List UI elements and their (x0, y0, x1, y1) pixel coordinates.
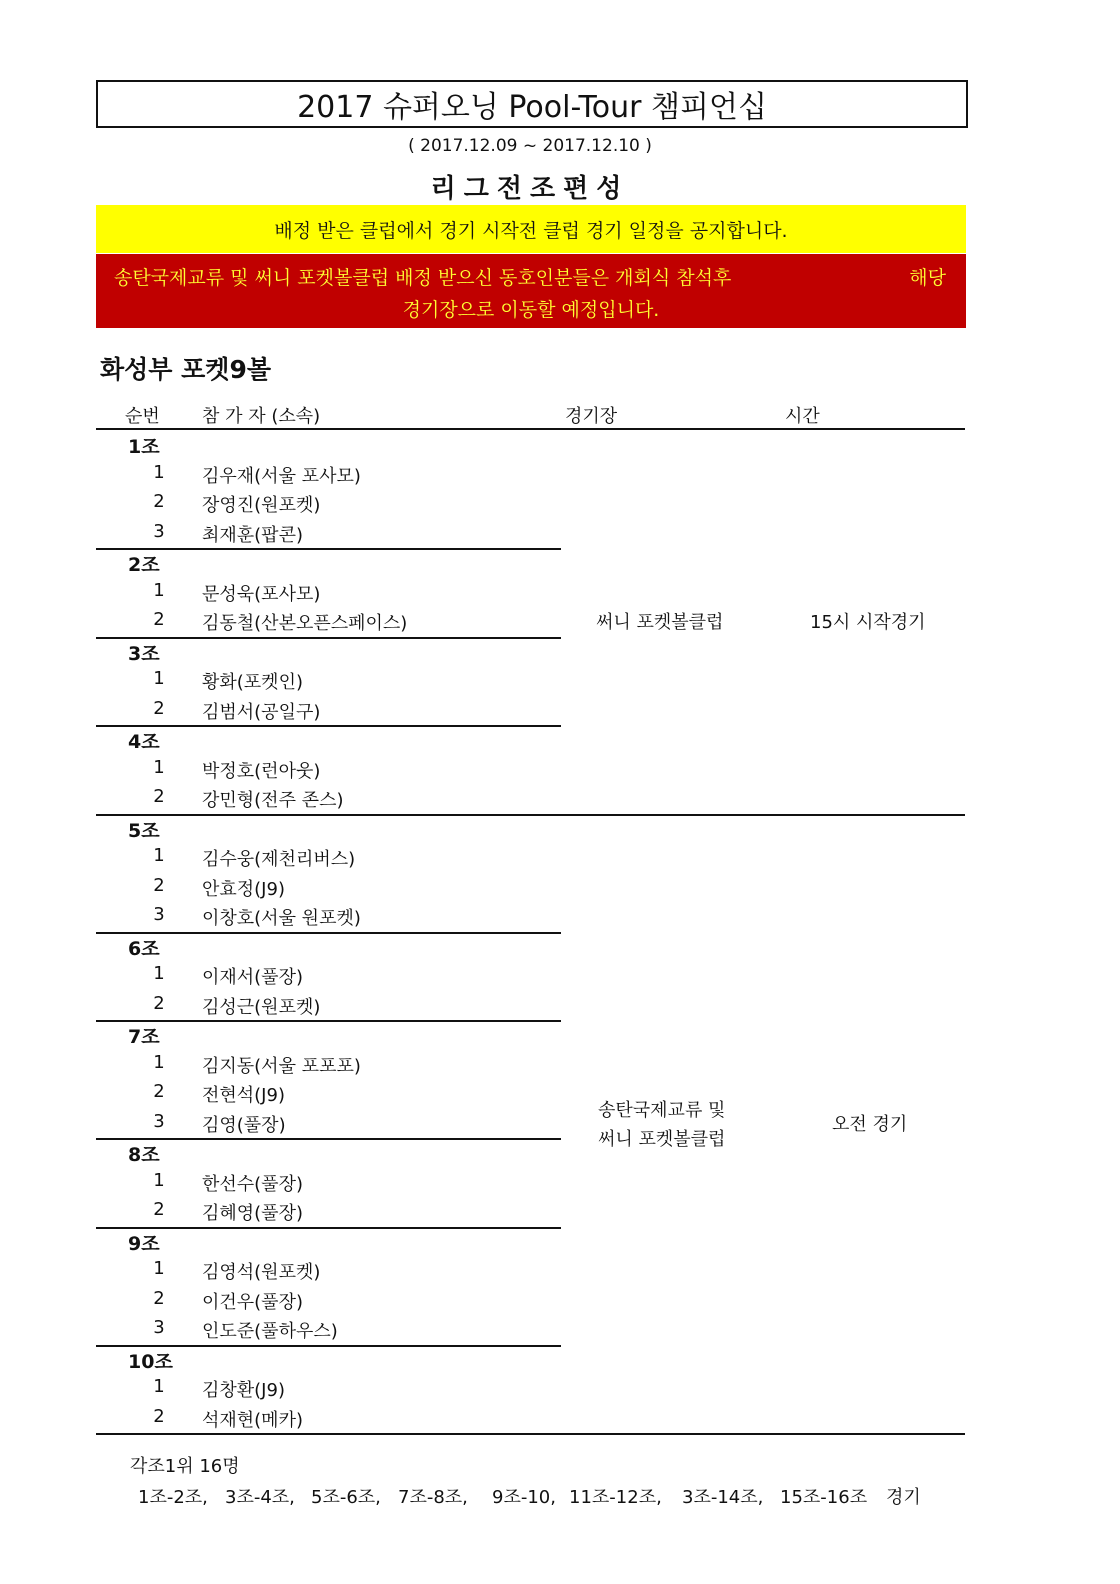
player-name: 김지동(서울 포포포) (202, 1056, 361, 1077)
player-number: 1 (153, 963, 165, 984)
player-number: 3 (153, 904, 165, 925)
footer-match: 11조-12조, (569, 1487, 662, 1508)
group-label: 10조 (128, 1351, 173, 1373)
player-name: 최재훈(팝콘) (202, 525, 303, 546)
player-number: 2 (153, 698, 165, 719)
player-name: 김영석(원포켓) (202, 1262, 321, 1283)
section-divider (96, 814, 965, 816)
player-number: 3 (153, 1111, 165, 1132)
player-name: 김성근(원포켓) (202, 997, 321, 1018)
col-header-order: 순번 (125, 406, 160, 427)
player-number: 1 (153, 668, 165, 689)
section1-time: 15시 시작경기 (810, 612, 926, 633)
col-header-time: 시간 (785, 406, 820, 427)
group-label: 3조 (128, 643, 160, 665)
group-label: 9조 (128, 1233, 160, 1255)
player-number: 1 (153, 845, 165, 866)
player-name: 전현석(J9) (202, 1085, 285, 1106)
footer-match: 15조-16조 (780, 1487, 868, 1508)
group-label: 8조 (128, 1144, 160, 1166)
footer-match: 3조-14조, (682, 1487, 764, 1508)
group-label: 7조 (128, 1026, 160, 1048)
player-number: 3 (153, 521, 165, 542)
date-range: ( 2017.12.09 ~ 2017.12.10 ) (408, 136, 652, 156)
player-number: 1 (153, 1170, 165, 1191)
player-name: 김창환(J9) (202, 1380, 285, 1401)
section-divider (96, 1433, 965, 1435)
group-label: 6조 (128, 938, 160, 960)
header-underline (96, 428, 965, 430)
player-number: 2 (153, 609, 165, 630)
player-name: 안효정(J9) (202, 879, 285, 900)
col-header-venue: 경기장 (565, 406, 618, 427)
player-number: 1 (153, 1258, 165, 1279)
player-number: 2 (153, 993, 165, 1014)
player-number: 3 (153, 1317, 165, 1338)
division-title: 화성부 포켓9볼 (100, 355, 271, 384)
group-label: 2조 (128, 554, 160, 576)
group-divider (96, 725, 561, 727)
group-label: 1조 (128, 436, 160, 458)
player-name: 김범서(공일구) (202, 702, 321, 723)
player-name: 이창호(서울 원포켓) (202, 908, 361, 929)
player-number: 2 (153, 786, 165, 807)
player-number: 1 (153, 1376, 165, 1397)
col-header-participant: 참 가 자 (소속) (202, 406, 321, 427)
player-number: 1 (153, 1052, 165, 1073)
footer-match: 3조-4조, (225, 1487, 295, 1508)
player-number: 1 (153, 757, 165, 778)
section2-venue-line1: 송탄국제교류 및 (598, 1100, 726, 1121)
player-name: 김수웅(제천리버스) (202, 849, 356, 870)
group-divider (96, 548, 561, 550)
group-divider (96, 1227, 561, 1229)
player-name: 문성욱(포사모) (202, 584, 321, 605)
player-name: 이건우(풀장) (202, 1292, 303, 1313)
player-name: 김혜영(풀장) (202, 1203, 303, 1224)
player-name: 인도준(풀하우스) (202, 1321, 338, 1342)
group-divider (96, 1020, 561, 1022)
notice-red-line2: 경기장으로 이동할 예정입니다. (402, 299, 660, 321)
footer-note: 각조1위 16명 (130, 1456, 240, 1477)
notice-yellow: 배정 받은 클럽에서 경기 시작전 클럽 경기 일정을 공지합니다. (96, 205, 966, 253)
player-name: 강민형(전주 존스) (202, 790, 344, 811)
section1-venue: 써니 포켓볼클럽 (596, 612, 724, 633)
player-number: 1 (153, 462, 165, 483)
footer-match: 1조-2조, (138, 1487, 208, 1508)
player-number: 2 (153, 1199, 165, 1220)
group-divider (96, 932, 561, 934)
footer-match: 경기 (886, 1487, 921, 1508)
player-name: 장영진(원포켓) (202, 495, 321, 516)
group-divider (96, 1138, 561, 1140)
player-name: 김동철(산본오픈스페이스) (202, 613, 408, 634)
player-name: 김우재(서울 포사모) (202, 466, 361, 487)
player-number: 2 (153, 1081, 165, 1102)
player-name: 석재현(메카) (202, 1410, 303, 1431)
section2-venue-line2: 써니 포켓볼클럽 (598, 1129, 726, 1150)
group-label: 5조 (128, 820, 160, 842)
player-number: 2 (153, 491, 165, 512)
player-number: 2 (153, 1288, 165, 1309)
player-name: 김영(풀장) (202, 1115, 286, 1136)
footer-match: 9조-10, (492, 1487, 556, 1508)
player-name: 박정호(런아웃) (202, 761, 321, 782)
player-number: 2 (153, 875, 165, 896)
subtitle: 리그전조편성 (430, 174, 630, 204)
group-label: 4조 (128, 731, 160, 753)
player-number: 2 (153, 1406, 165, 1427)
group-divider (96, 637, 561, 639)
footer-match: 5조-6조, (311, 1487, 381, 1508)
player-name: 한선수(풀장) (202, 1174, 303, 1195)
section2-time: 오전 경기 (832, 1114, 908, 1135)
notice-red-line1: 송탄국제교류 및 써니 포켓볼클럽 배정 받으신 동호인분들은 개회식 참석후 (114, 267, 732, 289)
player-name: 이재서(풀장) (202, 967, 303, 988)
page-title: 2017 슈퍼오닝 Pool-Tour 챔피언십 (96, 80, 968, 128)
notice-red-line1-tail: 해당 (909, 267, 946, 289)
player-name: 황화(포켓인) (202, 672, 303, 693)
player-number: 1 (153, 580, 165, 601)
footer-match: 7조-8조, (398, 1487, 468, 1508)
notice-red (96, 254, 966, 328)
